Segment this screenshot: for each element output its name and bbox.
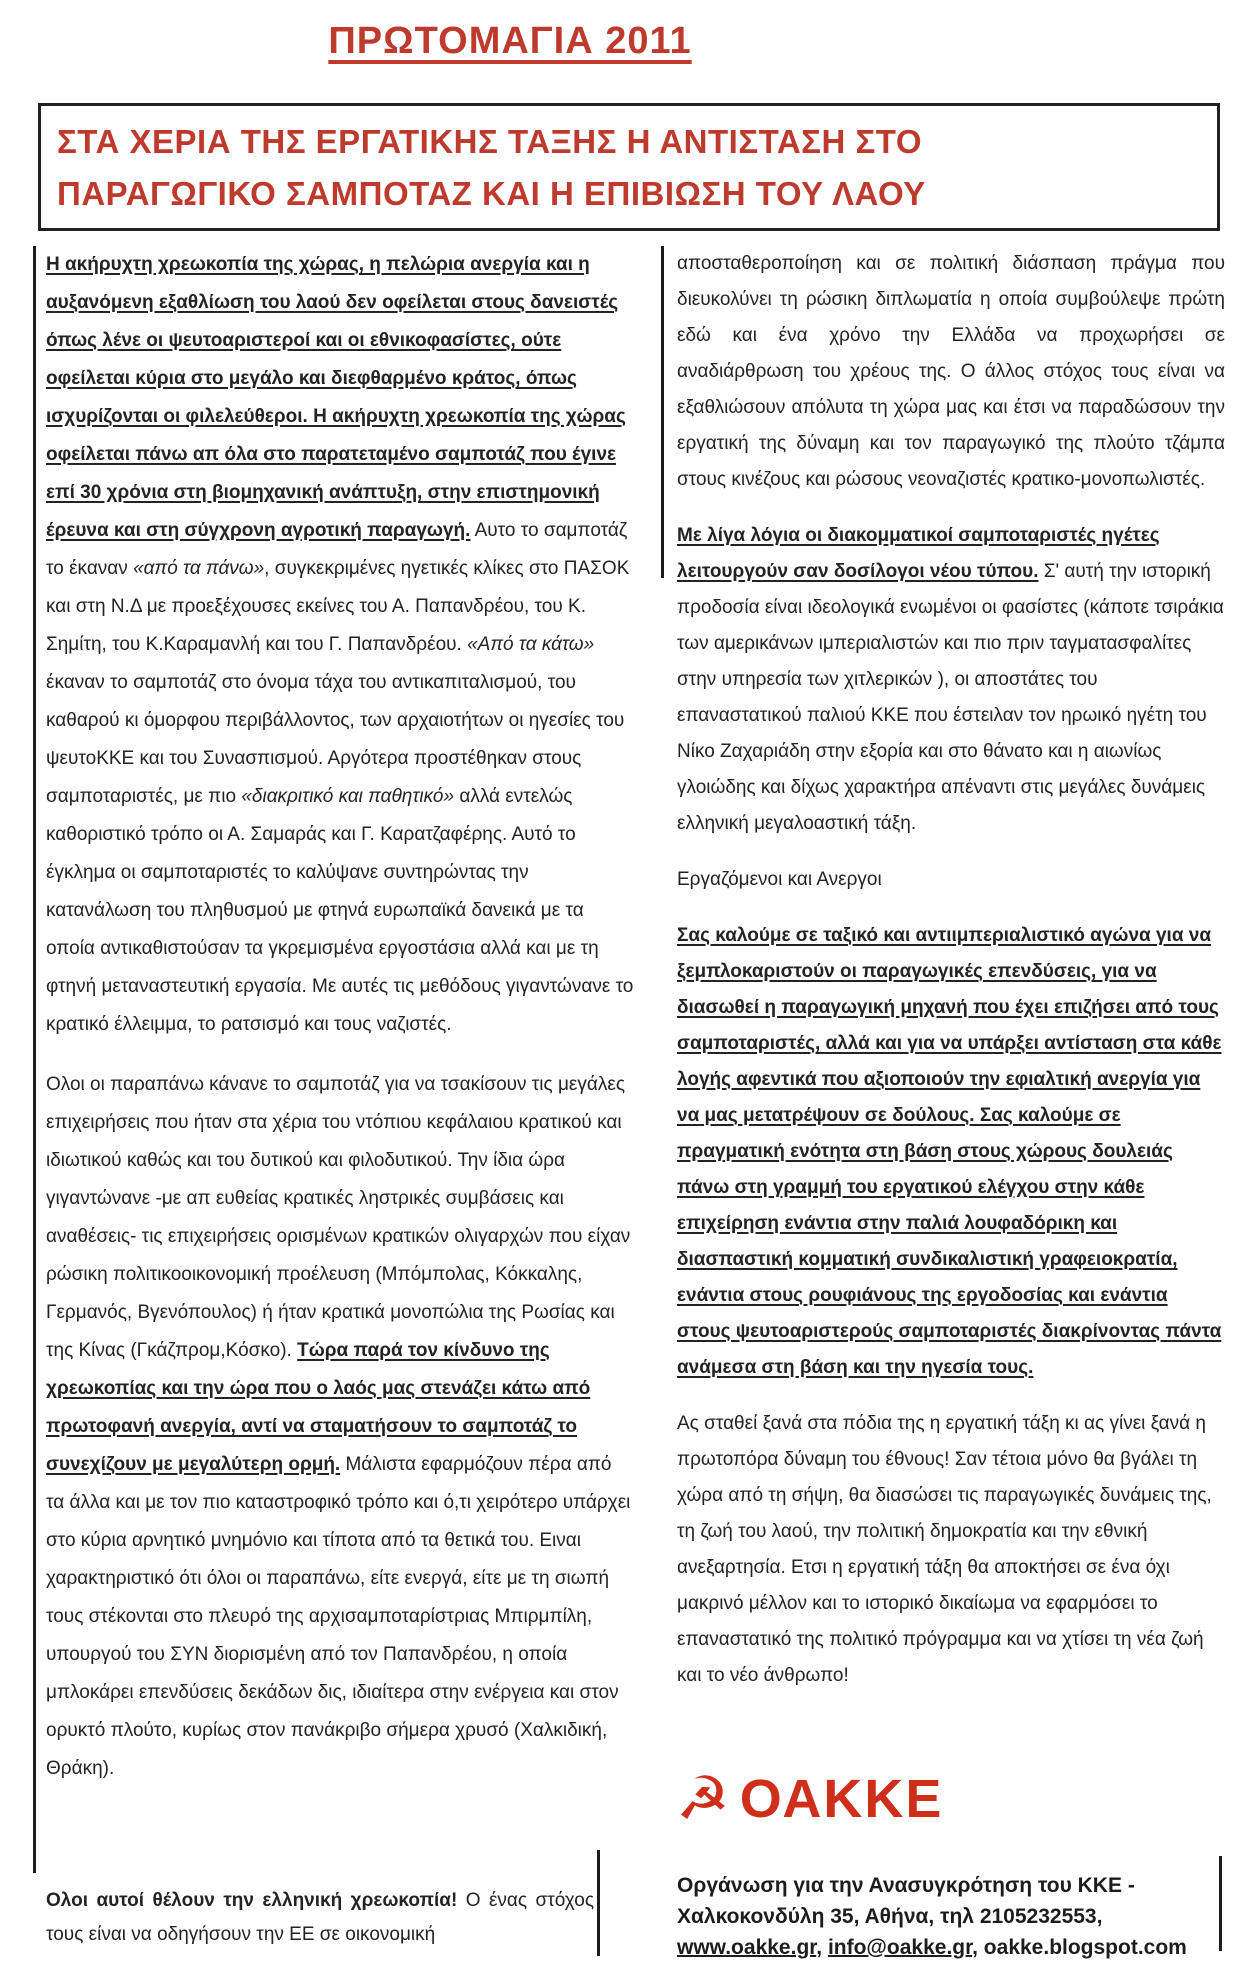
organization-name: ΟΑΚΚΕ (739, 1769, 944, 1829)
text-run: έκαναν το σαμποτάζ στο όνομα τάχα του αντικαπιταλισμού, του καθαρού κι όμορφου περιβάλλοντος, των αρχαιοτήτων οι ηγεσίες του ψευτοΚΚΕ και του Συνασπισμού. Αργότερα προστέθηκαν στους σαμποταριστές, με πιο (46, 672, 625, 807)
headline-line-2: ΠΑΡΑΓΩΓΙΚΟ ΣΑΜΠΟΤΑΖ ΚΑΙ Η ΕΠΙΒΙΩΣΗ ΤΟΥ ΛΑΟΥ (57, 175, 926, 212)
left-column (46, 246, 634, 1874)
page-title: ΠΡΩΤΟΜΑΓΙΑ 2011 (328, 20, 692, 62)
right-column (677, 246, 1225, 1730)
left-column-border-line (33, 246, 36, 1873)
column-divider-line (661, 246, 664, 578)
contact-link[interactable]: info@oakke.gr (827, 1936, 973, 1959)
body-paragraph (677, 918, 1225, 1386)
headline-line-1: ΣΤΑ ΧΕΡΙΑ ΤΗΣ ΕΡΓΑΤΙΚΗΣ ΤΑΞΗΣ Η ΑΝΤΙΣΤΑΣΗ ΣΤΟ (57, 123, 923, 160)
organization-logo (676, 1765, 944, 1832)
contact-link[interactable]: www.oakke.gr (677, 1936, 817, 1959)
body-paragraph (46, 1066, 634, 1788)
text-run: Ολοι οι παραπάνω κάνανε το σαμποτάζ για να τσακίσουν τις μεγάλες επιχειρήσεις που ήταν στα χέρια του ντόπιου κεφάλαιου κρατικού και ιδιωτικού καθώς και του δυτικού και φιλοδυτικού. Την ίδια ώρα γιγαντώνανε -με απ ευθείας κρατικές ληστρικές συμβάσεις και αναθέσεις- τις επιχειρήσεις ορισμένων κρατικών ολιγαρχών που είχαν ρώσικη πολιτικοοικονομική προέλευση (Μπόμπολας, Κόκκαλης, Γερμανός, Βγενόπουλος) ή ήταν κρατικά μονοπώλια της Ρωσίας και της Κίνας (Γκάζπρομ,Κόσκο). (46, 1074, 631, 1361)
left-column-bottom (46, 1884, 594, 1964)
body-paragraph (677, 246, 1225, 498)
text-run: Εργαζόμενοι και Ανεργοι (677, 869, 882, 890)
text-run: Τώρα παρά τον κίνδυνο της χρεωκοπίας και την ώρα που ο λαός μας στενάζει κάτω από πρωτοφανή ανεργία, αντί να σταματήσουν το σαμποτάζ το συνεχίζουν με μεγαλύτερη ορμή. (46, 1340, 591, 1475)
body-paragraph (677, 518, 1225, 842)
text-run: Μάλιστα εφαρμόζουν πέρα από τα άλλα και με τον πιο καταστροφικό τρόπο και ό,τι χειρότερο υπάρχει στο κύρια αρνητικό μνημόνιο και τίποτα από τα θετικά του. Ειναι χαρακτηριστικό ότι όλοι οι παραπάνω, είτε ενεργά, είτε με τη σιωπή τους στέκονται στο πλευρό της αρχισαμποταρίστριας Μπιρμπίλη, υπουργού του ΣΥΝ διορισμένη από τον Παπανδρέου, η οποία μπλοκάρει επενδύσεις δεκάδων δις, ιδιαίτερα στην ενέργεια και στον ορυκτό πλούτο, κυρίως στον πανάκριβο σήμερα χρυσό (Χαλκιδική, Θράκη). (46, 1454, 631, 1779)
text-run: Με λίγα λόγια οι διακομματικοί σαμποταριστές ηγέτες λειτουργούν σαν δοσίλογοι νέου τύπου. (677, 525, 1160, 582)
text-run: Αυτο το σαμποτάζ το έκαναν (46, 520, 628, 579)
contact-text: , (816, 1936, 828, 1959)
text-run: «Από τα κάτω» (467, 634, 595, 655)
contact-org-line: Οργάνωση για την Ανασυγκρότηση του ΚΚΕ - (677, 1874, 1135, 1897)
text-run: Ολοι αυτοί θέλουν την ελληνική χρεωκοπία! (46, 1890, 458, 1911)
text-run: Σας καλούμε σε ταξικό και αντιιμπεριαλιστικό αγώνα για να ξεμπλοκαριστούν οι παραγωγικές επενδύσεις, για να διασωθεί η παραγωγική μηχανή που έχει επιζήσει από τους σαμποταριστές, αλλά και για να υπάρξει αντίσταση στα κάθε λογής αφεντικά που αξιοποιούν την εφιαλτική ανεργία για να μας μετατρέψουν σε δούλους. Σας καλούμε σε πραγματική ενότητα στη βάση στους χώρους δουλειάς πάνω στη γραμμή του εργατικού ελέγχου στην κάθε επιχείρηση ενάντια στην παλιά λουφαδόρικη και διασπαστική κομματική συνδικαλιστική γραφειοκρατία, ενάντια στους ρουφιάνους της εργοδοσίας και ενάντια στους ψευτοαριστερούς σαμποταριστές διακρίνοντας πάντα ανάμεσα στη βάση και την ηγεσία τους. (677, 925, 1222, 1378)
contact-block (677, 1870, 1225, 1963)
text-run: «διακριτικό και παθητικό» (241, 786, 455, 807)
text-run: Ο ένας στόχος τους είναι να οδηγήσουν την ΕΕ σε οικονομική (46, 1890, 594, 1945)
contact-address-line: Χαλκοκονδύλη 35, Αθήνα, τηλ 2105232553, (677, 1905, 1103, 1928)
text-run: «από τα πάνω» (133, 558, 265, 579)
headline-box (38, 103, 1220, 231)
text-run: , συγκεκριμένες ηγετικές κλίκες στο ΠΑΣΟΚ και στη Ν.Δ με προεξέχουσες εκείνες του Α. Παπανδρέου, του Κ. Σημίτη, του Κ.Καραμανλή και του Γ. Παπανδρέου. (46, 558, 630, 655)
contact-links-line (677, 1932, 1225, 1963)
contact-text: , oakke.blogspot.com (972, 1936, 1187, 1959)
text-run: Ας σταθεί ξανά στα πόδια της η εργατική τάξη κι ας γίνει ξανά η πρωτοπόρα δύναμη του έθνους! Σαν τέτοια μόνο θα βγάλει τη χώρα από τη σήψη, θα διασώσει τις παραγωγικές δυνάμεις της, τη ζωή του λαού, την πολιτική δημοκρατία και την εθνική ανεξαρτησία. Ετσι η εργατική τάξη θα αποκτήσει σε ένα όχι μακρινό μέλλον και το ιστορικό δικαίωμα να εφαρμόσει το επαναστατικό της πολιτικό πρόγραμμα και να χτίσει τη νέα ζωή και το νέο άνθρωπο! (677, 1413, 1212, 1686)
text-run: αποσταθεροποίηση και σε πολιτική διάσπαση πράγμα που διευκολύνει τη ρώσικη διπλωματία η οποία συμβούλεψε πρώτη εδώ και ένα χρόνο την Ελλάδα να προχωρήσει σε αναδιάρθρωση του χρέους της. Ο άλλος στόχος τους είναι να εξαθλιώσουν απόλυτα τη χώρα μας και έτσι να παραδώσουν την εργατική της δύναμη και τον παραγωγικό της πλούτο τζάμπα στους κινέζους και ρώσους νεοναζιστές κρατικο-μονοπωλιστές. (677, 253, 1225, 490)
hammer-and-sickle-icon: ☭ (676, 1765, 730, 1832)
text-run: Η ακήρυχτη χρεωκοπία της χώρας, η πελώρια ανεργία και η αυξανόμενη εξαθλίωση του λαού δεν οφείλεται στους δανειστές όπως λένε οι ψευτοαριστεροί και οι εθνικοφασίστες, ούτε οφείλεται κύρια στο μεγάλο και διεφθαρμένο κράτος, όπως ισχυρίζονται οι φιλελεύθεροι. Η ακήρυχτη χρεωκοπία της χώρας οφείλεται πάνω απ όλα στο παρατεταμένο σαμποτάζ που έγινε επί 30 χρόνια στη βιομηχανική ανάπτυξη, στην επιστημονική έρευνα και στη σύγχρονη αγροτική παραγωγή. (46, 254, 626, 541)
text-run: Σ' αυτή την ιστορική προδοσία είναι ιδεολογικά ενωμένοι οι φασίστες (κάποτε τσιράκια των αμερικάνων ιμπεριαλιστών και πιο πριν ταγματασφαλίτες στην υπηρεσία των χιτλερικών ), οι αποστάτες του επαναστατικού παλιού ΚΚΕ που έστειλαν τον ηρωικό ηγέτη του Νίκο Ζαχαριάδη στην εξορία και στο θάνατο και η αιωνίως γλοιώδης και δίχως χαρακτήρα απέναντι στις μεγάλες δυνάμεις ελληνική μεγαλοαστική τάξη. (677, 561, 1224, 834)
body-paragraph (46, 246, 634, 1044)
body-paragraph (677, 1406, 1225, 1694)
body-paragraph (46, 1884, 594, 1952)
text-run: αλλά εντελώς καθοριστικό τρόπο οι Α. Σαμαράς και Γ. Καρατζαφέρης. Αυτό το έγκλημα οι σαμποταριστές το καλύψανε συντηρώντας την κατανάλωση του πληθυσμού με φτηνά ευρωπαϊκά δανεικά με τα οποία αντικαθιστούσαν τα γκρεμισμένα εργοστάσια αλλά και με τη φτηνή μεταναστευτική εργασία. Με αυτές τις μεθόδους γιγαντώνανε το κρατικό έλλειμμα, το ρατσισμό και τους ναζιστές. (46, 786, 634, 1035)
body-paragraph (677, 862, 1225, 898)
